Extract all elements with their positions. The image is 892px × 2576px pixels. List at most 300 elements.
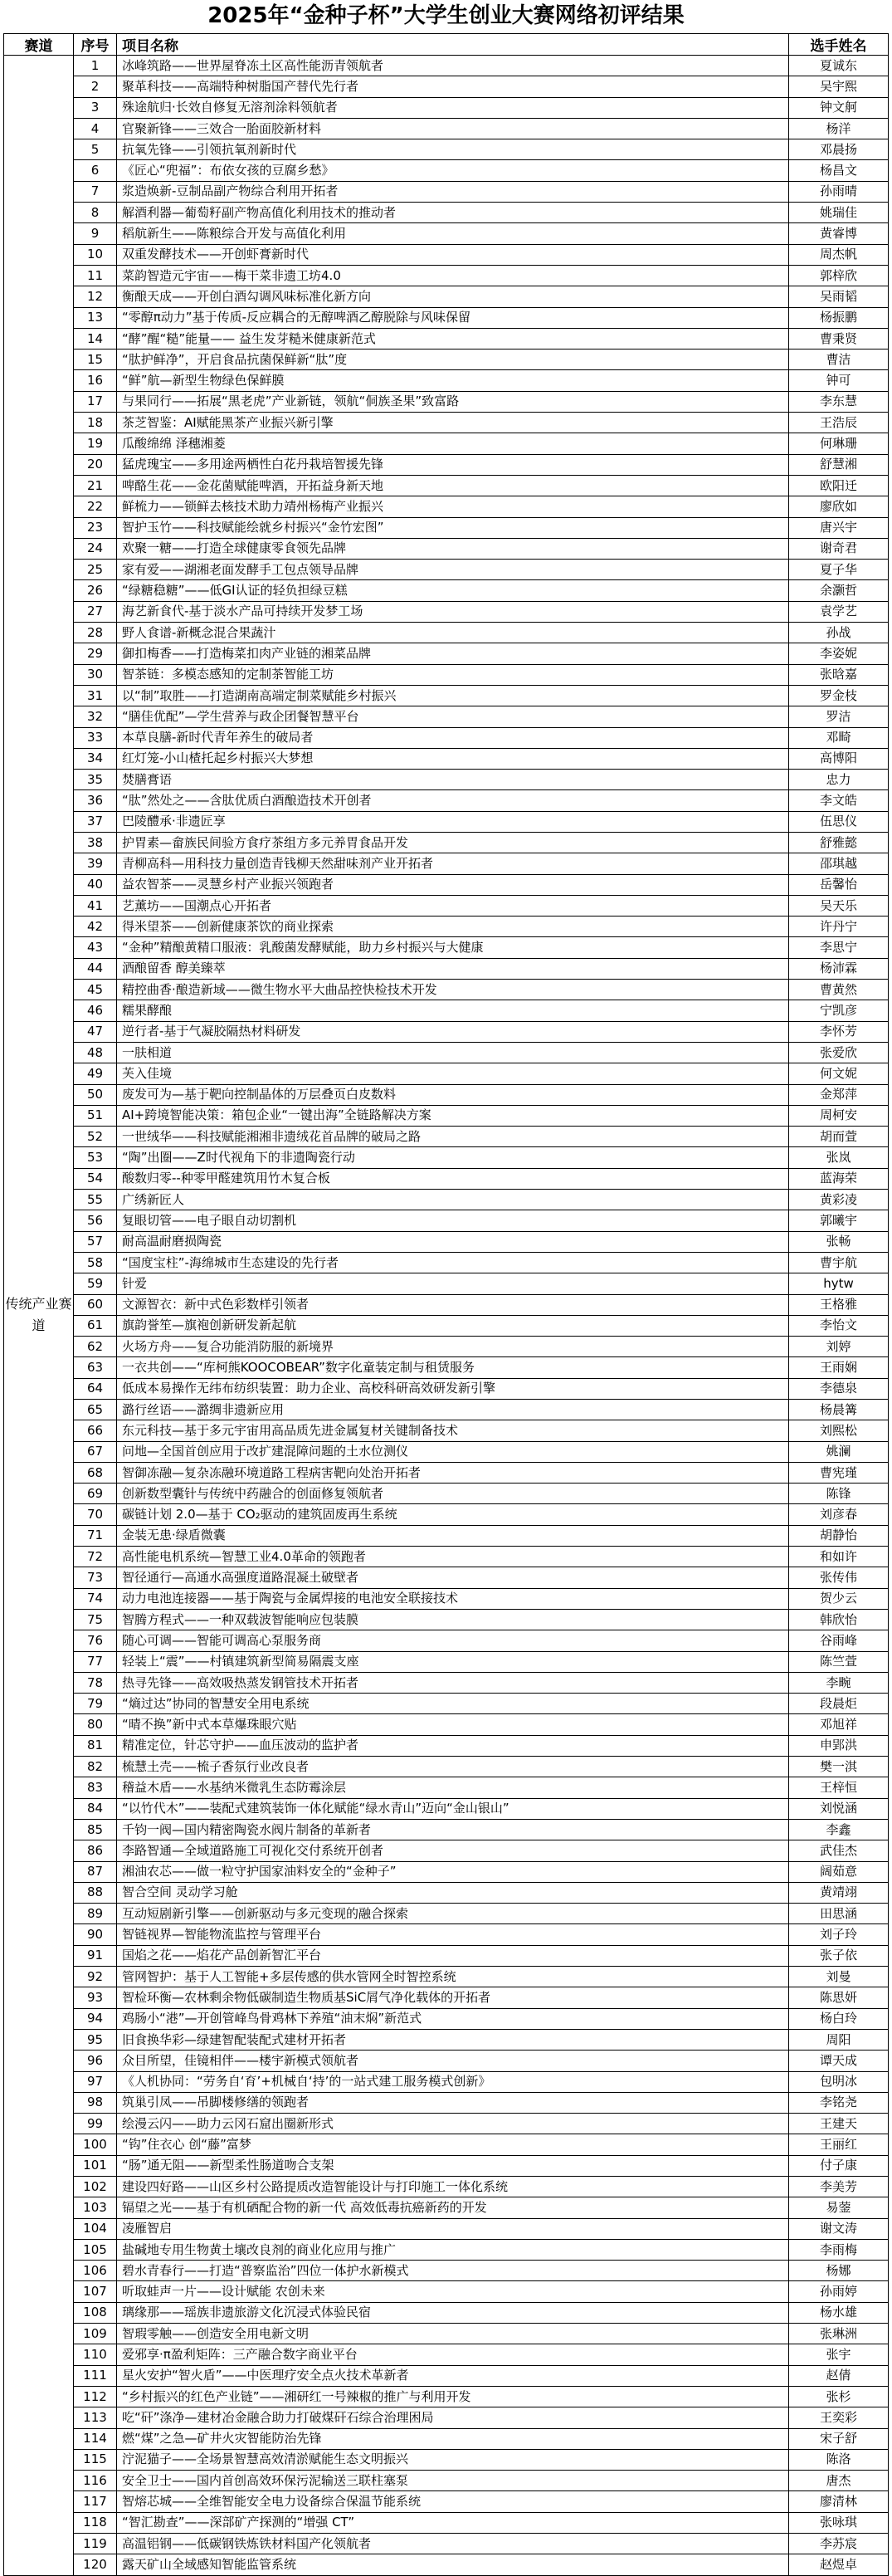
project-name: 野人食谱-新概念混合果蔬汁 — [117, 623, 789, 643]
contestant-name: 伍思仪 — [789, 811, 889, 832]
row-number: 6 — [74, 160, 117, 181]
contestant-name: 段晨炬 — [789, 1694, 889, 1714]
row-number: 60 — [74, 1294, 117, 1315]
contestant-name: 杨洋 — [789, 118, 889, 139]
table-row — [4, 937, 889, 958]
contestant-name: 张子依 — [789, 1945, 889, 1966]
project-name: 浆造焕新-豆制品副产物综合利用开拓者 — [117, 181, 789, 202]
contestant-name: 陈洛 — [789, 2449, 889, 2470]
contestant-name: hytw — [789, 1273, 889, 1294]
contestant-name: 金郑萍 — [789, 1084, 889, 1105]
table-row — [4, 1147, 889, 1168]
row-number: 98 — [74, 2092, 117, 2113]
project-name: 文源智衣：新中式色彩数样引领者 — [117, 1294, 789, 1315]
row-number: 83 — [74, 1777, 117, 1798]
table-row — [4, 811, 889, 832]
contestant-name: 张琳洲 — [789, 2324, 889, 2344]
row-number: 54 — [74, 1168, 117, 1189]
table-row — [4, 328, 889, 349]
contestant-name: 谢文涛 — [789, 2218, 889, 2239]
table-row — [4, 601, 889, 622]
contestant-name: 李怡文 — [789, 1315, 889, 1336]
contestant-name: 付子康 — [789, 2155, 889, 2176]
contestant-name: 李东慧 — [789, 391, 889, 412]
row-number: 27 — [74, 601, 117, 622]
project-name: 糯果酵酿 — [117, 1000, 789, 1021]
row-number: 109 — [74, 2324, 117, 2344]
contestant-name: 李怀芳 — [789, 1021, 889, 1042]
row-number: 100 — [74, 2134, 117, 2155]
table-row — [4, 1294, 889, 1315]
table-row — [4, 1127, 889, 1147]
row-number: 74 — [74, 1588, 117, 1609]
row-number: 119 — [74, 2534, 117, 2554]
project-name: 创新数型囊针与传统中药融合的创面修复领航者 — [117, 1484, 789, 1504]
table-row — [4, 1441, 889, 1462]
project-name: “肠”通无阻——新型柔性肠道吻合支架 — [117, 2155, 789, 2176]
table-row — [4, 265, 889, 286]
row-number: 118 — [74, 2512, 117, 2533]
project-name: 智径通行—高通水高强度道路混凝土破壁者 — [117, 1567, 789, 1588]
project-name: 本草良膳-新时代青年养生的破局者 — [117, 727, 789, 748]
table-row — [4, 727, 889, 748]
project-name: “肽护鲜净”，开启食品抗菌保鲜新“肽”度 — [117, 349, 789, 370]
row-number: 62 — [74, 1337, 117, 1357]
contestant-name: 钟文舸 — [789, 97, 889, 118]
table-row — [4, 496, 889, 517]
contestant-name: 杨振鹏 — [789, 307, 889, 328]
contestant-name: 袁学艺 — [789, 601, 889, 622]
table-row — [4, 1252, 889, 1273]
row-number: 9 — [74, 223, 117, 244]
contestant-name: 易蓥 — [789, 2197, 889, 2218]
contestant-name: 张晗嘉 — [789, 664, 889, 685]
row-number: 106 — [74, 2261, 117, 2281]
table-row — [4, 1945, 889, 1966]
table-row — [4, 790, 889, 811]
project-name: “鲜”航—新型生物绿色保鲜膜 — [117, 370, 789, 391]
table-row — [4, 1694, 889, 1714]
table-row — [4, 1105, 889, 1126]
row-number: 46 — [74, 1000, 117, 1021]
contestant-name: 王雨娴 — [789, 1357, 889, 1378]
table-row — [4, 97, 889, 118]
table-row — [4, 980, 889, 1000]
project-name: 护胃素—畲族民间验方食疗茶组方多元养胃食品开发 — [117, 832, 789, 853]
table-row — [4, 139, 889, 160]
project-name: 精控曲香·酿造新域——微生物水平大曲品控快检技术开发 — [117, 980, 789, 1000]
table-row — [4, 917, 889, 937]
table-row — [4, 832, 889, 853]
project-name: “金种”精酿黄精口服液：乳酸菌发酵赋能，助力乡村振兴与大健康 — [117, 937, 789, 958]
contestant-name: 邓旭祥 — [789, 1714, 889, 1735]
row-number: 111 — [74, 2365, 117, 2386]
project-name: 安全卫士——国内首创高效环保污泥输送三联柱塞泵 — [117, 2471, 789, 2491]
contestant-name: 胡静怡 — [789, 1525, 889, 1546]
project-name: 智瑕零触——创造安全用电新文明 — [117, 2324, 789, 2344]
project-name: “酵”醒“糙”能量—— 益生发芽糙米健康新范式 — [117, 328, 789, 349]
header-no: 序号 — [74, 34, 117, 56]
project-name: 智护玉竹——科技赋能绘就乡村振兴“金竹宏图” — [117, 517, 789, 538]
table-row — [4, 895, 889, 916]
row-number: 44 — [74, 958, 117, 979]
table-row — [4, 1967, 889, 1987]
table-row — [4, 1084, 889, 1105]
row-number: 1 — [74, 56, 117, 76]
project-name: 酸数归零--种零甲醛建筑用竹木复合板 — [117, 1168, 789, 1189]
contestant-name: 夏诚东 — [789, 56, 889, 76]
row-number: 25 — [74, 560, 117, 580]
contestant-name: 曹宇航 — [789, 1252, 889, 1273]
contestant-name: 舒雅懿 — [789, 832, 889, 853]
table-row — [4, 2239, 889, 2260]
row-number: 29 — [74, 643, 117, 664]
row-number: 104 — [74, 2218, 117, 2239]
project-name: 问地—全国首创应用于改扩建混障问题的土水位测仪 — [117, 1441, 789, 1462]
project-name: 红灯笼-小山楂托起乡村振兴大梦想 — [117, 748, 789, 769]
contestant-name: 罗洁 — [789, 706, 889, 727]
table-row — [4, 1924, 889, 1945]
row-number: 49 — [74, 1063, 117, 1084]
contestant-name: 王奕彩 — [789, 2407, 889, 2428]
row-number: 48 — [74, 1042, 117, 1063]
row-number: 91 — [74, 1945, 117, 1966]
contestant-name: 王丽红 — [789, 2134, 889, 2155]
project-name: 火场方舟——复合功能消防服的新境界 — [117, 1337, 789, 1357]
project-name: 海艺新食代-基于淡水产品可持续开发梦工场 — [117, 601, 789, 622]
row-number: 26 — [74, 580, 117, 601]
contestant-name: 黄靖翊 — [789, 1882, 889, 1903]
project-name: 鲜梳力——锁鲜去核技术助力靖州杨梅产业振兴 — [117, 496, 789, 517]
table-row — [4, 1757, 889, 1777]
project-name: 低成本易操作无纬布纺织装置：助力企业、高校科研高效研发新引擎 — [117, 1378, 789, 1399]
table-row — [4, 1861, 889, 1882]
row-number: 110 — [74, 2344, 117, 2365]
row-number: 107 — [74, 2281, 117, 2302]
row-number: 30 — [74, 664, 117, 685]
project-name: 焚膳膏语 — [117, 770, 789, 790]
contestant-name: 阔茹意 — [789, 1861, 889, 1882]
table-row — [4, 1000, 889, 1021]
project-name: 李路智通—全域道路施工可视化交付系统开创者 — [117, 1840, 789, 1861]
row-number: 58 — [74, 1252, 117, 1273]
contestant-name: 舒慧湘 — [789, 454, 889, 475]
contestant-name: 杨白玲 — [789, 2008, 889, 2029]
table-row — [4, 1547, 889, 1567]
row-number: 45 — [74, 980, 117, 1000]
project-name: “零醇π动力”基于传质-反应耦合的无醇啤酒乙醇脱除与风味保留 — [117, 307, 789, 328]
row-number: 55 — [74, 1190, 117, 1210]
project-name: 衡酿天成——开创白酒勾调风味标准化新方向 — [117, 286, 789, 307]
project-name: 得米望茶——创新健康茶饮的商业探索 — [117, 917, 789, 937]
project-name: 泞泥猫子——全场景智慧高效清淤赋能生态文明振兴 — [117, 2449, 789, 2470]
table-row — [4, 1904, 889, 1924]
row-number: 13 — [74, 307, 117, 328]
project-name: 碧水青春行——打造“普察监治”四位一体护水新模式 — [117, 2261, 789, 2281]
contestant-name: 何文妮 — [789, 1063, 889, 1084]
table-row — [4, 1462, 889, 1483]
contestant-name: 贺少云 — [789, 1588, 889, 1609]
contestant-name: 刘熙松 — [789, 1420, 889, 1441]
table-row — [4, 623, 889, 643]
table-row — [4, 2155, 889, 2176]
row-number: 19 — [74, 433, 117, 454]
table-row — [4, 1882, 889, 1903]
contestant-name: 张咏琪 — [789, 2512, 889, 2533]
table-row — [4, 1484, 889, 1504]
row-number: 17 — [74, 391, 117, 412]
row-number: 75 — [74, 1609, 117, 1630]
table-row — [4, 2051, 889, 2071]
project-name: 燃“煤”之急—矿井火灾智能防治先锋 — [117, 2428, 789, 2449]
table-row — [4, 685, 889, 706]
project-name: 碳链计划 2.0—基于 CO₂驱动的建筑固废再生系统 — [117, 1504, 789, 1525]
contestant-name: 李姿妮 — [789, 643, 889, 664]
project-name: 稻航新生——陈粮综合开发与高值化利用 — [117, 223, 789, 244]
contestant-name: 杨晨篝 — [789, 1400, 889, 1420]
row-number: 72 — [74, 1547, 117, 1567]
table-row — [4, 1315, 889, 1336]
row-number: 20 — [74, 454, 117, 475]
project-name: 稽益木盾——水基纳米微乳生态防霉涂层 — [117, 1777, 789, 1798]
project-name: 管网智护：基于人工智能+多层传感的供水管网全时智控系统 — [117, 1967, 789, 1987]
project-name: 轻装上“震”——村镇建筑新型简易隔震支座 — [117, 1651, 789, 1672]
project-name: 猛虎瑰宝——多用途两栖性白花丹栽培智援先锋 — [117, 454, 789, 475]
table-row — [4, 160, 889, 181]
row-number: 68 — [74, 1462, 117, 1483]
contestant-name: 张岚 — [789, 1147, 889, 1168]
contestant-name: 李美芳 — [789, 2176, 889, 2197]
row-number: 51 — [74, 1105, 117, 1126]
contestant-name: 吴天乐 — [789, 895, 889, 916]
table-row — [4, 1588, 889, 1609]
project-name: 双重发酵技术——开创虾膏新时代 — [117, 244, 789, 265]
contestant-name: 刘曼 — [789, 1967, 889, 1987]
project-name: 艺薰坊——国潮点心开拓者 — [117, 895, 789, 916]
row-number: 94 — [74, 2008, 117, 2029]
table-row — [4, 1735, 889, 1756]
project-name: “绿糖稳糖”——低GI认证的轻负担绿豆糕 — [117, 580, 789, 601]
project-name: 盐碱地专用生物黄土壤改良剂的商业化应用与推广 — [117, 2239, 789, 2260]
table-row — [4, 664, 889, 685]
table-row — [4, 853, 889, 874]
header-person: 选手姓名 — [789, 34, 889, 56]
row-number: 8 — [74, 203, 117, 223]
table-row — [4, 1337, 889, 1357]
row-number: 87 — [74, 1861, 117, 1882]
table-row — [4, 2176, 889, 2197]
contestant-name: 李苏宸 — [789, 2534, 889, 2554]
row-number: 79 — [74, 1694, 117, 1714]
project-name: 一肤相道 — [117, 1042, 789, 1063]
project-name: 官聚新锋——三效合一胎面胶新材料 — [117, 118, 789, 139]
contestant-name: 李思宁 — [789, 937, 889, 958]
row-number: 39 — [74, 853, 117, 874]
table-body — [4, 56, 889, 2576]
row-number: 99 — [74, 2114, 117, 2134]
project-name: 智合空间 灵动学习舱 — [117, 1882, 789, 1903]
table-row — [4, 560, 889, 580]
table-row — [4, 286, 889, 307]
table-row — [4, 1190, 889, 1210]
contestant-name: 杨娜 — [789, 2261, 889, 2281]
contestant-name: 杨沛霖 — [789, 958, 889, 979]
project-name: 众目所望，佳镜相伴——楼宇新模式领航者 — [117, 2051, 789, 2071]
contestant-name: 邓晨扬 — [789, 139, 889, 160]
contestant-name: 刘婷 — [789, 1337, 889, 1357]
row-number: 112 — [74, 2386, 117, 2407]
contestant-name: 胡而萱 — [789, 1127, 889, 1147]
row-number: 63 — [74, 1357, 117, 1378]
project-name: 御扣梅香——打造梅菜扣肉产业链的湘菜品牌 — [117, 643, 789, 664]
row-number: 38 — [74, 832, 117, 853]
contestant-name: 谷雨峰 — [789, 1630, 889, 1651]
contestant-name: 周阳 — [789, 2029, 889, 2050]
contestant-name: 张爱欣 — [789, 1042, 889, 1063]
table-row — [4, 2471, 889, 2491]
row-number: 90 — [74, 1924, 117, 1945]
project-name: 解酒利器—葡萄籽副产物高值化利用技术的推动者 — [117, 203, 789, 223]
table-row — [4, 370, 889, 391]
project-name: 冰峰筑路——世界屋脊冻土区高性能沥青领航者 — [117, 56, 789, 76]
contestant-name: 刘彦春 — [789, 1504, 889, 1525]
table-row — [4, 2302, 889, 2323]
contestant-name: 钟可 — [789, 370, 889, 391]
contestant-name: 孙雨晴 — [789, 181, 889, 202]
contestant-name: 姚瑞佳 — [789, 203, 889, 223]
table-row — [4, 1609, 889, 1630]
contestant-name: 李鑫 — [789, 1819, 889, 1840]
table-row — [4, 2281, 889, 2302]
row-number: 16 — [74, 370, 117, 391]
row-number: 86 — [74, 1840, 117, 1861]
table-row — [4, 580, 889, 601]
contestant-name: 黄睿博 — [789, 223, 889, 244]
row-number: 65 — [74, 1400, 117, 1420]
project-name: 欢聚一糖——打造全球健康零食领先品牌 — [117, 538, 789, 559]
contestant-name: 吴宇熙 — [789, 76, 889, 97]
contestant-name: 曹洁 — [789, 349, 889, 370]
row-number: 115 — [74, 2449, 117, 2470]
table-row — [4, 1378, 889, 1399]
project-name: 啤酪生花——金花菌赋能啤酒，开拓益身新天地 — [117, 475, 789, 496]
contestant-name: 余灏哲 — [789, 580, 889, 601]
table-row — [4, 1819, 889, 1840]
row-number: 35 — [74, 770, 117, 790]
row-number: 78 — [74, 1672, 117, 1693]
table-row — [4, 2324, 889, 2344]
project-name: 湘油农芯——做一粒守护国家油料安全的“金种子” — [117, 1861, 789, 1882]
contestant-name: 郭梓欣 — [789, 265, 889, 286]
table-row — [4, 538, 889, 559]
project-name: 废发可为—基于靶向控制晶体的万层叠页白皮数料 — [117, 1084, 789, 1105]
results-table — [3, 33, 889, 2576]
table-row — [4, 1504, 889, 1525]
contestant-name: 杨昌文 — [789, 160, 889, 181]
row-number: 101 — [74, 2155, 117, 2176]
row-number: 71 — [74, 1525, 117, 1546]
row-number: 40 — [74, 874, 117, 895]
contestant-name: 曹宪瑾 — [789, 1462, 889, 1483]
row-number: 70 — [74, 1504, 117, 1525]
table-row — [4, 2449, 889, 2470]
contestant-name: 张传伟 — [789, 1567, 889, 1588]
document-title: 2025年“金种子杯”大学生创业大赛网络初评结果 — [207, 3, 685, 28]
table-row — [4, 2261, 889, 2281]
contestant-name: 高博阳 — [789, 748, 889, 769]
contestant-name: 包明冰 — [789, 2071, 889, 2092]
row-number: 28 — [74, 623, 117, 643]
row-number: 56 — [74, 1210, 117, 1231]
row-number: 53 — [74, 1147, 117, 1168]
row-number: 41 — [74, 895, 117, 916]
contestant-name: 许丹宁 — [789, 917, 889, 937]
row-number: 57 — [74, 1231, 117, 1252]
project-name: 镉望之光——基于有机硒配合物的新一代 高效低毒抗癌新药的开发 — [117, 2197, 789, 2218]
contestant-name: 陈竺萱 — [789, 1651, 889, 1672]
table-row — [4, 1840, 889, 1861]
table-row — [4, 1231, 889, 1252]
project-name: 旧食换华彩—绿建智配装配式建材开拓者 — [117, 2029, 789, 2050]
row-number: 116 — [74, 2471, 117, 2491]
table-row — [4, 1525, 889, 1546]
contestant-name: 申郢洪 — [789, 1735, 889, 1756]
project-name: 芙入佳境 — [117, 1063, 789, 1084]
contestant-name: 陈思妍 — [789, 1987, 889, 2008]
project-name: 益农智茶——灵慧乡村产业振兴领跑者 — [117, 874, 789, 895]
table-row — [4, 2344, 889, 2365]
contestant-name: 曹秉贤 — [789, 328, 889, 349]
project-name: 千钧一阀—国内精密陶瓷水阀片制备的革新者 — [117, 1819, 789, 1840]
row-number: 31 — [74, 685, 117, 706]
contestant-name: 吴雨韬 — [789, 286, 889, 307]
project-name: 智熔芯城——全维智能安全电力设备综合保温节能系统 — [117, 2491, 789, 2512]
table-header-row — [4, 34, 889, 56]
row-number: 18 — [74, 413, 117, 433]
table-row — [4, 1400, 889, 1420]
project-name: 高性能电机系统—智慧工业4.0革命的领跑者 — [117, 1547, 789, 1567]
project-name: 逆行者-基于气凝胶隔热材料研发 — [117, 1021, 789, 1042]
project-name: 菜韵智造元宇宙——梅干菜非遗工坊4.0 — [117, 265, 789, 286]
row-number: 42 — [74, 917, 117, 937]
table-row — [4, 1021, 889, 1042]
project-name: “钩”住衣心 创“藤”富梦 — [117, 2134, 789, 2155]
row-number: 81 — [74, 1735, 117, 1756]
row-number: 93 — [74, 1987, 117, 2008]
row-number: 103 — [74, 2197, 117, 2218]
project-name: “熵过达”协同的智慧安全用电系统 — [117, 1694, 789, 1714]
project-name: “智汇勘查”——深部矿产探测的“增强 CT” — [117, 2512, 789, 2533]
row-number: 36 — [74, 790, 117, 811]
row-number: 69 — [74, 1484, 117, 1504]
table-row — [4, 244, 889, 265]
contestant-name: 刘悦涵 — [789, 1798, 889, 1819]
contestant-name: 张宇 — [789, 2344, 889, 2365]
table-row — [4, 2491, 889, 2512]
contestant-name: 廖清林 — [789, 2491, 889, 2512]
table-row — [4, 1987, 889, 2008]
row-number: 33 — [74, 727, 117, 748]
project-name: 智腾方程式——一种双载波智能响应包装膜 — [117, 1609, 789, 1630]
contestant-name: 赵倩 — [789, 2365, 889, 2386]
project-name: 高温铝钢——低碳钢铁炼铁材料国产化领航者 — [117, 2534, 789, 2554]
row-number: 61 — [74, 1315, 117, 1336]
project-name: 热寻先锋——高效吸热蒸发钢管技术开拓者 — [117, 1672, 789, 1693]
row-number: 66 — [74, 1420, 117, 1441]
row-number: 96 — [74, 2051, 117, 2071]
project-name: 以“制”取胜——打造湖南高端定制菜赋能乡村振兴 — [117, 685, 789, 706]
table-row — [4, 2534, 889, 2554]
